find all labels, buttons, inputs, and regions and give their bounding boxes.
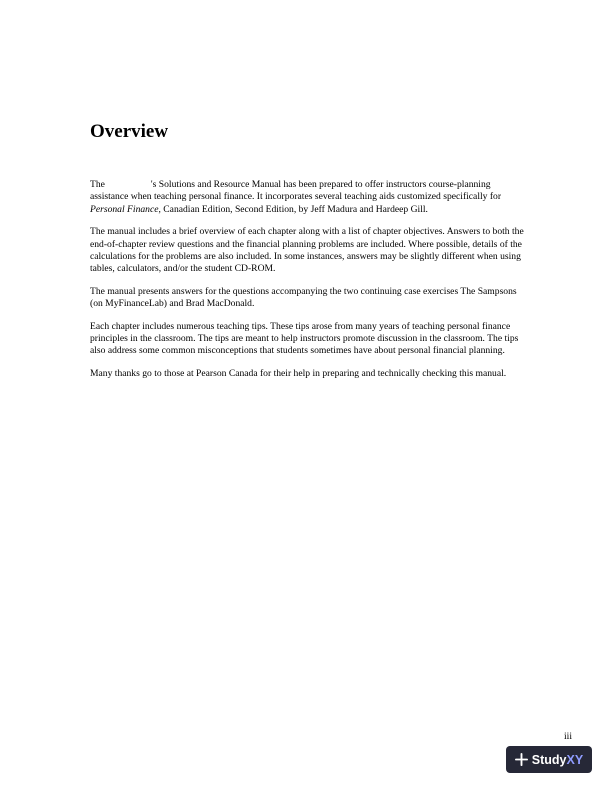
- watermark-text-accent: XY: [566, 752, 584, 767]
- studyxy-watermark[interactable]: [506, 746, 592, 773]
- paragraph-intro-lead: The: [90, 179, 105, 190]
- page-title: Overview: [90, 121, 169, 142]
- paragraph-intro: [90, 179, 530, 216]
- paragraph-intro-body: 's Solutions and Resource Manual has been prepared to offer instructors course-planning assistance when teaching personal finance. It incorporates several teaching aids customized specifically for: [90, 179, 502, 203]
- page-number: iii: [564, 731, 572, 742]
- paragraph-acknowledgements: Many thanks go to those at Pearson Canada for their help in preparing and technically checking this manual.: [90, 367, 507, 379]
- document-body: [90, 179, 530, 390]
- paragraph-manual-contents: The manual includes a brief overview of each chapter along with a list of chapter objectives. Answers to both the end-of-chapter review questions and the financial planning problems are included. Where possible, details of the calculations for the problems are also included. In some instances, answers may be slightly different when using tables, calculators, and/or the student CD-ROM.: [90, 226, 524, 275]
- paragraph-intro-rest: , Canadian Edition, Second Edition, by Jeff Madura and Hardeep Gill.: [158, 203, 428, 215]
- book-title: Personal Finance: [90, 203, 159, 215]
- plus-icon: [515, 753, 528, 766]
- paragraph-case-exercises: The manual presents answers for the questions accompanying the two continuing case exercises The Sampsons (on MyFinanceLab) and Brad MacDonald.: [90, 285, 517, 310]
- paragraph-teaching-tips: Each chapter includes numerous teaching tips. These tips arose from many years of teaching personal finance principles in the classroom. The tips are meant to help instructors promote discussion in the classroom. The tips also address some common misconceptions that students sometimes have about personal financial planning.: [90, 320, 519, 357]
- watermark-text-primary: Study: [531, 752, 567, 767]
